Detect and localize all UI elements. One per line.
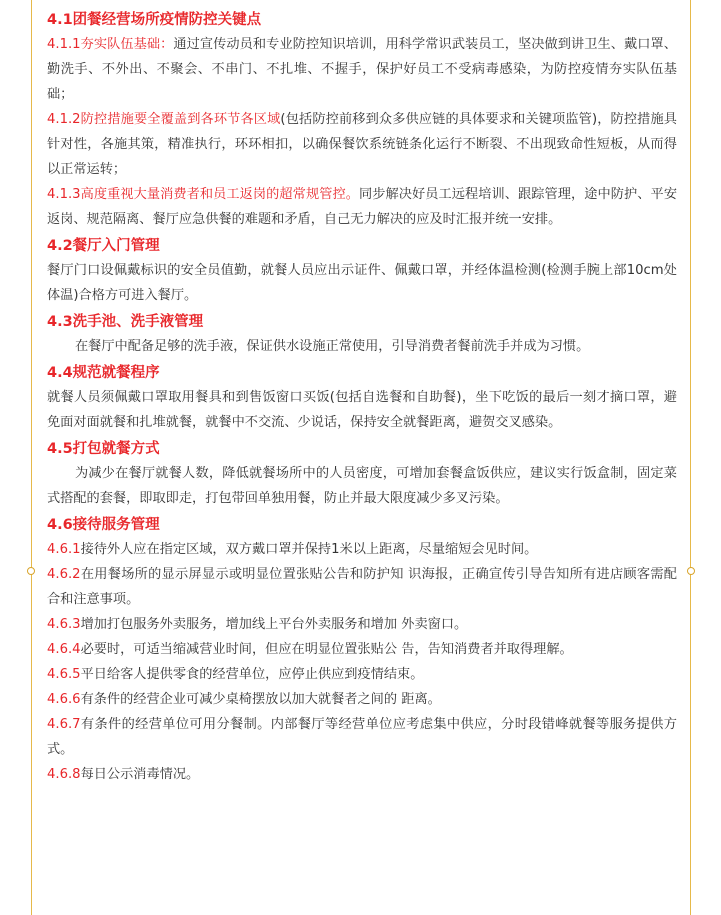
item-number: 4.6.8 <box>47 767 81 782</box>
item-text: 平日给客人提供零食的经营单位，应停止供应到疫情结束。 <box>80 667 424 682</box>
item-4-6-3 <box>47 612 677 637</box>
frame-dot-right <box>687 567 695 575</box>
item-4-6-6 <box>47 687 677 712</box>
item-number: 4.6.2 <box>47 567 81 582</box>
section-heading-4-3: 4.3洗手池、洗手液管理 <box>47 314 204 330</box>
section-heading-4-2: 4.2餐厅入门管理 <box>47 238 160 254</box>
item-4-6-7 <box>47 712 677 762</box>
item-4-6-4 <box>47 637 677 662</box>
section-heading-4-1: 4.1团餐经营场所疫情防控关键点 <box>47 12 262 28</box>
item-text: 在用餐场所的显示屏显示或明显位置张贴公告和防护知 识海报，正确宣传引导告知所有进店顾客需配合和注意事项。 <box>47 567 677 607</box>
section-text-4-4: 就餐人员须佩戴口罩取用餐具和到售饭窗口买饭(包括自选餐和自助餐)，坐下吃饭的最后一刻才摘口罩，避免面对面就餐和扎堆就餐，就餐中不交流、少说话，保持安全就餐距离，避贺交叉感染。 <box>47 390 677 430</box>
item-4-1-3 <box>47 182 677 232</box>
item-text: 接待外人应在指定区域，双方戴口罩并保持1米以上距离，尽量缩短会见时间。 <box>80 542 538 557</box>
item-number: 4.6.4 <box>47 642 81 657</box>
item-text: 增加打包服务外卖服务，增加线上平台外卖服务和增加 外卖窗口。 <box>80 617 468 632</box>
section-heading-4-4: 4.4规范就餐程序 <box>47 365 160 381</box>
item-number: 4.6.3 <box>47 617 81 632</box>
frame-dot-left <box>27 567 35 575</box>
item-4-1-1 <box>47 32 677 107</box>
item-number: 4.6.7 <box>47 717 81 732</box>
item-4-6-8 <box>47 762 677 787</box>
section-text-4-2: 餐厅门口设佩戴标识的安全员值勤，就餐人员应出示证件、佩戴口罩，并经体温检测(检测手腕上部10cm处体温)合格方可进入餐厅。 <box>47 263 677 303</box>
section-text-4-5: 为减少在餐厅就餐人数，降低就餐场所中的人员密度，可增加套餐盒饭供应，建议实行饭盒制，固定菜式搭配的套餐，即取即走，打包带回单独用餐，防止并最大限度减少多叉污染。 <box>47 466 677 506</box>
item-text: 同步解决好员工远程培训、跟踪管理，途中防护、平安返岗、规范隔离、餐厅应急供餐的难题和矛盾，自己无力解决的应及时汇报并统一安排。 <box>47 187 677 227</box>
item-text: 必要时，可适当缩减营业时间，但应在明显位置张贴公 告，告知消费者并取得理解。 <box>80 642 573 657</box>
item-4-6-2 <box>47 562 677 612</box>
item-text: 每日公示消毒情况。 <box>80 767 200 782</box>
item-number: 4.6.6 <box>47 692 81 707</box>
item-number: 4.1.1夯实队伍基础： <box>47 37 174 52</box>
item-4-6-5 <box>47 662 677 687</box>
item-number: 4.1.2防控措施要全覆盖到各环节各区域 <box>47 112 281 127</box>
item-text: 有条件的经营企业可减少桌椅摆放以加大就餐者之间的 距离。 <box>80 692 441 707</box>
section-heading-4-5: 4.5打包就餐方式 <box>47 441 160 457</box>
item-number: 4.1.3高度重视大量消费者和员工返岗的超常规管控。 <box>47 187 359 202</box>
item-text: (包括防控前移到众多供应链的具体要求和关键项监管)，防控措施具针对性，各施其策，精准执行，环环相扣，以确保餐饮系统链条化运行不断裂、不出现致命性短板，从而得以正常运转； <box>47 112 677 177</box>
item-4-1-2 <box>47 107 677 182</box>
item-number: 4.6.1 <box>47 542 81 557</box>
item-4-6-1 <box>47 537 677 562</box>
section-text-4-3: 在餐厅中配备足够的洗手液，保证供水设施正常使用，引导消费者餐前洗手并成为习惯。 <box>75 339 590 354</box>
item-number: 4.6.5 <box>47 667 81 682</box>
item-text: 有条件的经营单位可用分餐制。内部餐厅等经营单位应考虑集中供应，分时段错峰就餐等服务提供方式。 <box>47 717 677 757</box>
section-heading-4-6: 4.6接待服务管理 <box>47 517 160 533</box>
item-text: 通过宣传动员和专业防控知识培训，用科学常识武装员工，坚决做到讲卫生、戴口罩、勤洗手、不外出、不聚会、不串门、不扎堆、不握手，保护好员工不受病毒感染，为防控疫情夯实队伍基础； <box>47 37 677 102</box>
document-body <box>47 6 677 787</box>
